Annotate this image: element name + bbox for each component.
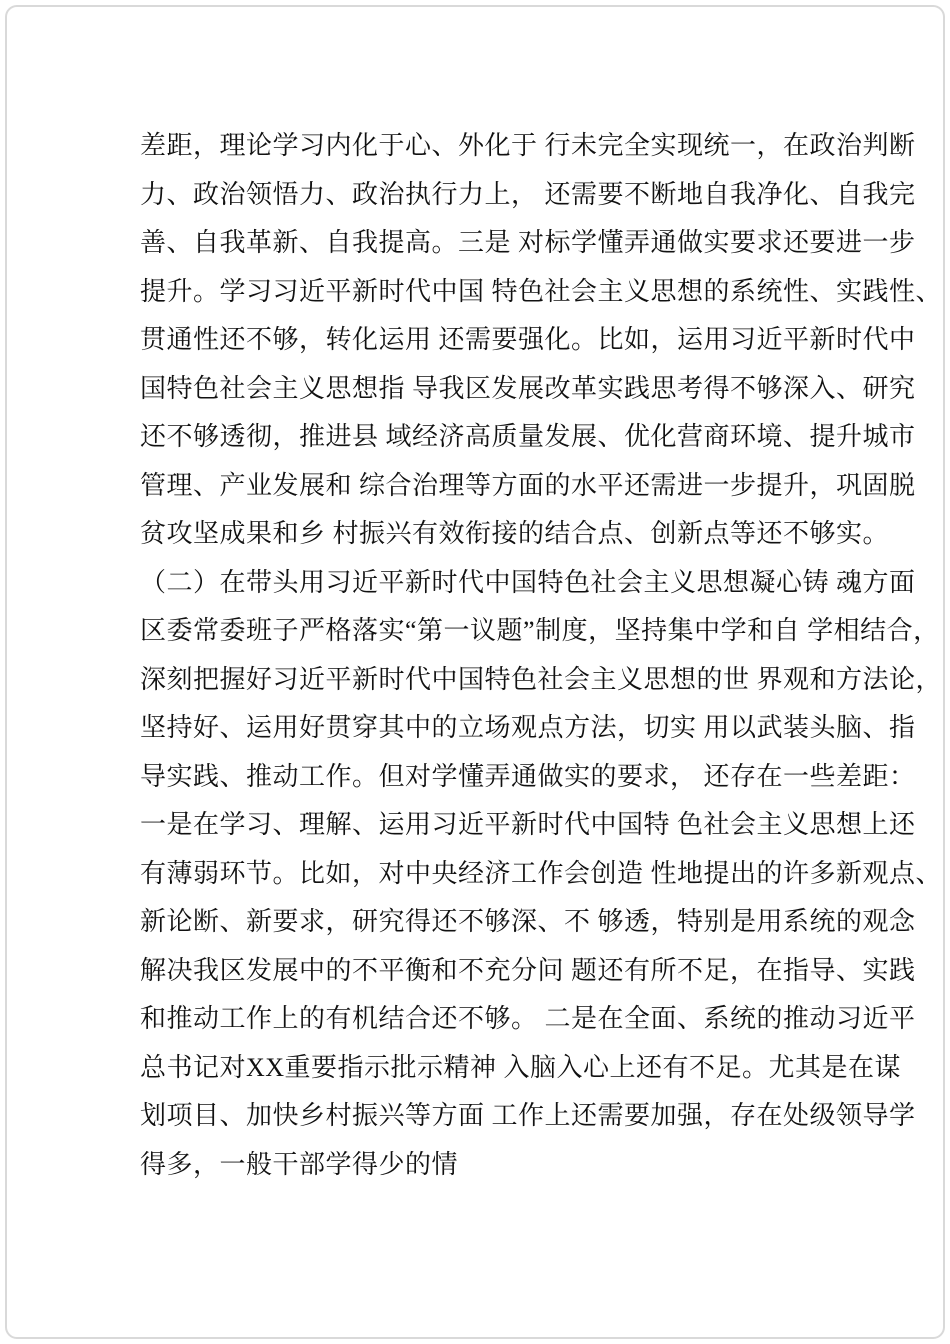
text-line: 管理、产业发展和 综合治理等方面的水平还需进一步提升，巩固脱 (140, 470, 916, 500)
text-line: 导实践、推动工作。但对学懂弄通做实的要求， 还存在一些差距： (140, 761, 916, 791)
text-line: 坚持好、运用好贯穿其中的立场观点方法，切实 用以武装头脑、指 (140, 713, 916, 742)
text-line: 总书记对XX重要指示批示精神 入脑入心上还有不足。尤其是在谋 (140, 1052, 902, 1082)
text-line: 差距，理论学习内化于心、外化于 行未完全实现统一，在政治判断 (140, 131, 916, 160)
text-line: 解决我区发展中的不平衡和不充分问 题还有所不足，在指导、实践 (140, 955, 916, 985)
text-line: 深刻把握好习近平新时代中国特色社会主义思想的世 界观和方法论， (140, 664, 943, 694)
text-line: 提升。学习习近平新时代中国 特色社会主义思想的系统性、实践性、 (140, 276, 943, 306)
text-line: 得多，一般干部学得少的情 (140, 1149, 459, 1179)
text-line: 新论断、新要求，研究得还不够深、不 够透，特别是用系统的观念 (140, 907, 916, 936)
text-line: 贯通性还不够，转化运用 还需要强化。比如，运用习近平新时代中 (140, 325, 916, 354)
text-line: （二）在带头用习近平新时代中国特色社会主义思想凝心铸 魂方面 (140, 567, 916, 597)
text-line: 贫攻坚成果和乡 村振兴有效衔接的结合点、创新点等还不够实。 (140, 519, 890, 548)
text-line: 有薄弱环节。比如，对中央经济工作会创造 性地提出的许多新观点、 (140, 858, 943, 888)
text-line: 国特色社会主义思想指 导我区发展改革实践思考得不够深入、研究 (140, 373, 916, 403)
document-body (140, 122, 943, 1189)
text-line: 力、政治领悟力、政治执行力上， 还需要不断地自我净化、自我完 (140, 179, 916, 209)
text-line: 区委常委班子严格落实“第一议题”制度，坚持集中学和自 学相结合， (140, 616, 940, 645)
text-line: 还不够透彻，推进县 域经济高质量发展、优化营商环境、提升城市 (140, 422, 916, 451)
text-line: 划项目、加快乡村振兴等方面 工作上还需要加强，存在处级领导学 (140, 1101, 916, 1130)
text-line: 善、自我革新、自我提高。三是 对标学懂弄通做实要求还要进一步 (140, 228, 916, 257)
text-line: 和推动工作上的有机结合还不够。 二是在全面、系统的推动习近平 (140, 1004, 916, 1033)
text-line: 一是在学习、理解、运用习近平新时代中国特 色社会主义思想上还 (140, 810, 916, 839)
